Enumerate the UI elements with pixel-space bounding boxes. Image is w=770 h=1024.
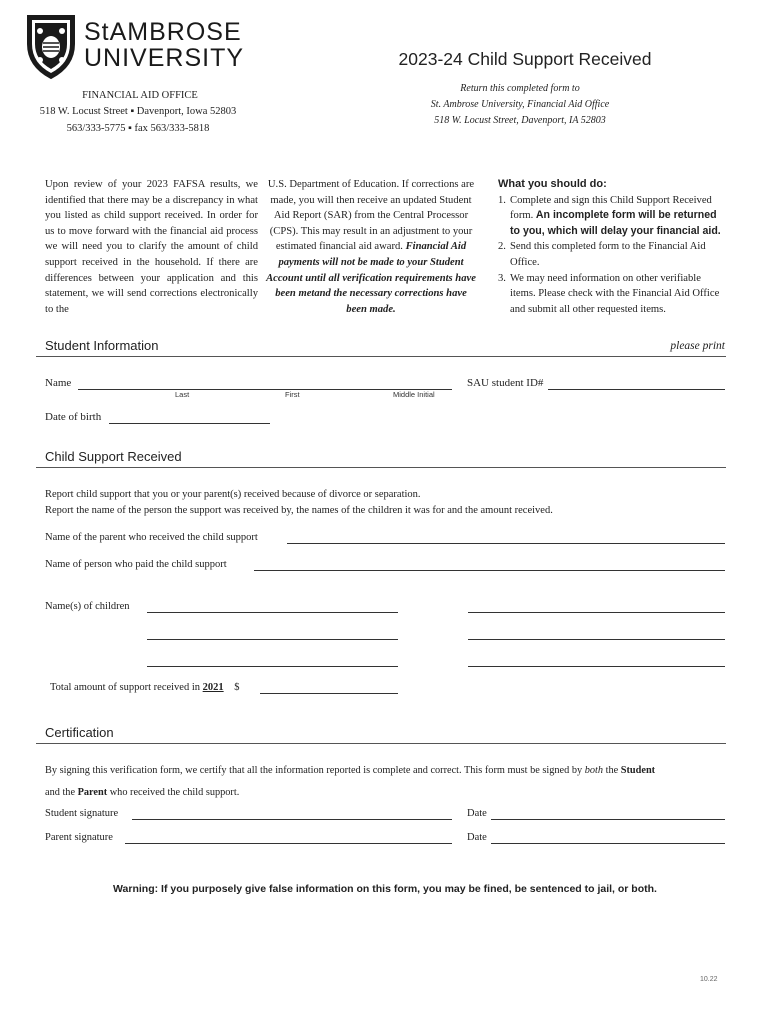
cert-text-both: both [584, 765, 604, 776]
step-2-text: Send this completed form to the Financial Aid Office. [510, 241, 706, 268]
return-line-3: 518 W. Locust Street, Davenport, IA 52803 [434, 115, 606, 126]
sau-id-field[interactable] [548, 389, 725, 390]
step-1-text: Complete and sign this Child Support Received form. [510, 194, 712, 222]
step-3 [498, 271, 728, 318]
form-revision-code: 10.22 [700, 976, 718, 983]
step-2 [498, 239, 728, 270]
university-logo [26, 14, 256, 82]
children-label: Name(s) of children [45, 601, 130, 612]
cert-text-line-1 [45, 765, 655, 776]
student-info-divider [36, 356, 726, 357]
dob-label: Date of birth [45, 411, 102, 423]
parent-date-label: Date [467, 832, 487, 843]
step-3-text: We may need information on other verifiable items. Please check with the Financial Aid Office and submit all other requested items. [510, 272, 720, 315]
student-signature-field[interactable] [132, 819, 452, 820]
support-instruction-1: Report child support that you or your parent(s) received because of divorce or separation. [45, 489, 421, 500]
total-year: 2021 [202, 682, 224, 693]
what-you-should-do [498, 177, 728, 317]
support-heading: Child Support Received [45, 449, 182, 464]
child-name-field-3[interactable] [147, 639, 398, 640]
cert-text-the: the [605, 765, 619, 776]
dollar-sign: $ [234, 682, 240, 693]
payer-name-field[interactable] [254, 570, 725, 571]
parent-signature-label: Parent signature [45, 832, 113, 843]
total-amount-field[interactable] [260, 693, 398, 694]
support-instruction-2: Report the name of the person the support was received by, the names of the children it was for and the amount received. [45, 505, 553, 516]
office-name: FINANCIAL AID OFFICE [82, 90, 198, 101]
support-divider [36, 467, 726, 468]
student-signature-label: Student signature [45, 808, 119, 819]
intro-column-2-emphasis: Financial Aid payments will not be made to your Student Account until all verification requirements have been metand the necessary corrections have been made. [266, 241, 476, 315]
step-1 [498, 193, 728, 240]
student-date-label: Date [467, 808, 487, 819]
parent-name-field[interactable] [287, 543, 725, 544]
cert-divider [36, 743, 726, 744]
step-2-number: 2. [498, 241, 506, 253]
payer-name-label: Name of person who paid the child support [45, 559, 227, 570]
step-3-number: 3. [498, 272, 506, 284]
dob-field[interactable] [109, 423, 270, 424]
please-print-note: please print [670, 340, 725, 352]
parent-date-field[interactable] [491, 843, 725, 844]
cert-text-line-2 [45, 787, 239, 798]
cert-heading: Certification [45, 725, 114, 740]
cert-text-a: By signing this verification form, we certify that all the information reported is complete and correct. This form must be signed by [45, 765, 583, 776]
name-label: Name [45, 377, 72, 389]
intro-column-2 [265, 177, 477, 317]
cert-text-b: and the [45, 787, 76, 798]
university-name-line2: UNIVERSITY [84, 44, 245, 72]
child-name-field-2[interactable] [468, 612, 725, 613]
intro-column-1: Upon review of your 2023 FAFSA results, we identified that there may be a discrepancy in what you listed as child support received. In order for us to move forward with the financial aid process we will need you to clarify the amount of child support received in the household. If there are differences between your application and this statement, we will send corrections electronically to the [45, 179, 258, 315]
university-name-line1: StAMBROSE [84, 18, 242, 46]
student-date-field[interactable] [491, 819, 725, 820]
cert-text-student: Student [620, 765, 656, 776]
return-line-2: St. Ambrose University, Financial Aid Office [430, 99, 610, 110]
total-amount-row [50, 682, 240, 693]
intro-column-2-plain: U.S. Department of Education. If corrections are made, you will then receive an updated Student Aid Report (SAR) from the Central Processor (CPS). This may result in an adjustment to your estimated financial aid award. [267, 179, 475, 253]
middle-caption: Middle Initial [393, 390, 435, 399]
first-caption: First [285, 390, 300, 399]
office-address: 518 W. Locust Street ▪ Davenport, Iowa 52803 [39, 106, 237, 117]
step-1-bold: An incomplete form will be returned to you, which will delay your financial aid. [510, 209, 721, 237]
shield-icon [26, 14, 76, 80]
child-name-field-4[interactable] [468, 639, 725, 640]
child-name-field-5[interactable] [147, 666, 398, 667]
cert-text-c: who received the child support. [109, 787, 240, 798]
student-info-heading: Student Information [45, 338, 159, 353]
office-phone: 563/333-5775 ▪ fax 563/333-5818 [66, 123, 210, 134]
parent-name-label: Name of the parent who received the child support [45, 532, 258, 543]
form-title: 2023-24 Child Support Received [398, 49, 652, 69]
child-name-field-1[interactable] [147, 612, 398, 613]
cert-text-parent: Parent [77, 787, 108, 798]
child-name-field-6[interactable] [468, 666, 725, 667]
warning-text: Warning: If you purposely give false information on this form, you may be fined, be sentenced to jail, or both. [113, 883, 657, 895]
total-amount-label: Total amount of support received in [50, 682, 201, 693]
step-1-number: 1. [498, 194, 506, 206]
parent-signature-field[interactable] [125, 843, 452, 844]
last-caption: Last [175, 390, 190, 399]
what-title: What you should do: [498, 178, 607, 190]
sau-id-label: SAU student ID# [467, 377, 544, 389]
return-line-1: Return this completed form to [460, 83, 580, 94]
